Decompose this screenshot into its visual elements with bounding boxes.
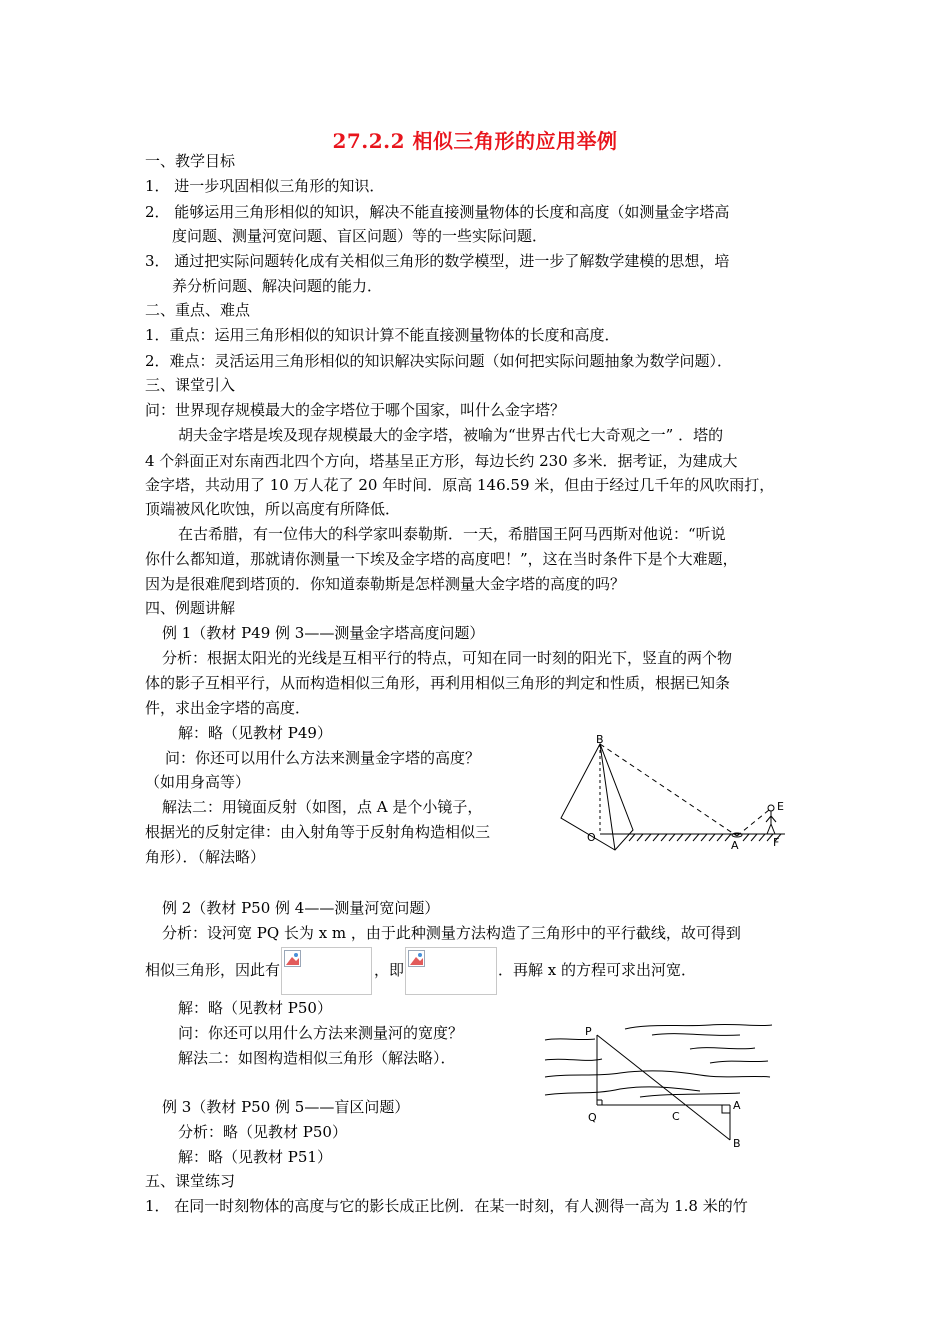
paragraph: 解：略（见教材 P49） (178, 724, 332, 742)
paragraph: 2．难点：灵活运用三角形相似的知识解决实际问题（如何把实际问题抽象为数学问题）． (145, 352, 733, 370)
reflected-ray (737, 810, 769, 836)
incident-ray (600, 744, 737, 836)
paragraph: 1． 在同一时刻物体的高度与它的影长成正比例．在某一时刻，有人测得一高为 1.8 米的竹 (145, 1197, 748, 1215)
paragraph: 分析：略（见教材 P50） (178, 1123, 347, 1141)
riverbank-top (625, 1024, 772, 1029)
paragraph: 根据光的反射定律：由入射角等于反射角构造相似三 (145, 823, 491, 841)
section-heading: 四、例题讲解 (145, 599, 236, 617)
section-heading: 三、课堂引入 (145, 376, 236, 394)
label-C: C (672, 1110, 680, 1123)
paragraph: 养分析问题、解决问题的能力． (172, 277, 383, 295)
pyramid-mirror-figure (555, 732, 795, 856)
section-heading: 一、教学目标 (145, 152, 236, 170)
paragraph: 问：你还可以用什么方法来测量河的宽度？ (178, 1024, 464, 1042)
label-O: O (587, 831, 596, 844)
label-E: E (777, 800, 784, 813)
section-heading: 五、课堂练习 (145, 1172, 236, 1190)
label-A: A (733, 1099, 741, 1112)
paragraph: 2． 能够运用三角形相似的知识，解决不能直接测量物体的长度和高度（如测量金字塔高 (145, 203, 730, 221)
label-B: B (733, 1137, 741, 1150)
broken-image-icon (284, 950, 302, 968)
example-heading: 例 3（教材 P50 例 5——盲区问题） (162, 1098, 410, 1116)
paragraph: ．再解 x 的方程可求出河宽． (498, 961, 696, 979)
river-width-figure (540, 1015, 775, 1155)
paragraph: 解：略（见教材 P50） (178, 999, 332, 1017)
paragraph: 件，求出金字塔的高度． (145, 699, 311, 717)
paragraph: 解法二：如图构造相似三角形（解法略）． (178, 1049, 456, 1067)
label-P: P (585, 1025, 592, 1038)
paragraph: （如用身高等） (145, 773, 251, 791)
paragraph: 顶端被风化吹蚀，所以高度有所降低． (145, 500, 401, 518)
segment-PB (597, 1035, 730, 1140)
paragraph: 体的影子互相平行，从而构造相似三角形，再利用相似三角形的判定和性质，根据已知条 (145, 674, 731, 692)
paragraph: 问：世界现存规模最大的金字塔位于哪个国家，叫什么金字塔？ (145, 401, 566, 419)
label-A: A (731, 839, 739, 852)
riverbank-bottom (640, 1093, 740, 1097)
paragraph: 3． 通过把实际问题转化成有关相似三角形的数学模型，进一步了解数学建模的思想，培 (145, 252, 730, 270)
paragraph: 1． 进一步巩固相似三角形的知识． (145, 177, 385, 195)
paragraph: 分析：根据太阳光的光线是互相平行的特点，可知在同一时刻的阳光下，竖直的两个物 (162, 649, 733, 667)
paragraph: 金字塔，共动用了 10 万人花了 20 年时间．原高 146.59 米，但由于经过几千年的风吹雨打， (145, 476, 775, 494)
section-heading: 二、重点、难点 (145, 301, 251, 319)
example-heading: 例 1（教材 P49 例 3——测量金字塔高度问题） (162, 624, 485, 642)
paragraph: 在古希腊，有一位伟大的科学家叫泰勒斯．一天，希腊国王阿马西斯对他说：“听说 (178, 525, 726, 543)
broken-image-icon (408, 950, 426, 968)
paragraph: 胡夫金字塔是埃及现存规模最大的金字塔，被喻为“世界古代七大奇观之一” ．塔的 (178, 426, 724, 444)
paragraph: 你什么都知道，那就请你测量一下埃及金字塔的高度吧！”，这在当时条件下是个大难题， (145, 550, 738, 568)
page-title: 27.2.2 相似三角形的应用举例 (332, 129, 618, 153)
paragraph: 1．重点：运用三角形相似的知识计算不能直接测量物体的长度和高度． (145, 326, 620, 344)
example-heading: 例 2（教材 P50 例 4——测量河宽问题） (162, 899, 440, 917)
paragraph: 问：你还可以用什么方法来测量金字塔的高度？ (165, 749, 481, 767)
paragraph: 度问题、测量河宽问题、盲区问题）等的一些实际问题． (172, 227, 548, 245)
paragraph: 4 个斜面正对东南西北四个方向，塔基呈正方形，每边长约 230 多米．据考证，为建成大 (145, 452, 738, 470)
paragraph: ，即 (374, 961, 405, 979)
paragraph: 分析：设河宽 PQ 长为 x m ，由于此种测量方法构造了三角形中的平行截线，故可得到 (162, 924, 741, 942)
formula-image-placeholder (405, 947, 497, 995)
paragraph: 因为是很难爬到塔顶的．你知道泰勒斯是怎样测量大金字塔的高度的吗？ (145, 575, 626, 593)
person-head (768, 805, 774, 811)
label-B: B (596, 733, 604, 746)
formula-image-placeholder (281, 947, 372, 995)
label-Q: Q (588, 1111, 597, 1124)
paragraph: 相似三角形，因此有 (145, 961, 281, 979)
paragraph: 解：略（见教材 P51） (178, 1148, 332, 1166)
paragraph: 解法二：用镜面反射（如图，点 A 是个小镜子， (162, 798, 483, 816)
paragraph: 角形）．（解法略） (145, 848, 266, 866)
label-F: F (773, 836, 780, 849)
